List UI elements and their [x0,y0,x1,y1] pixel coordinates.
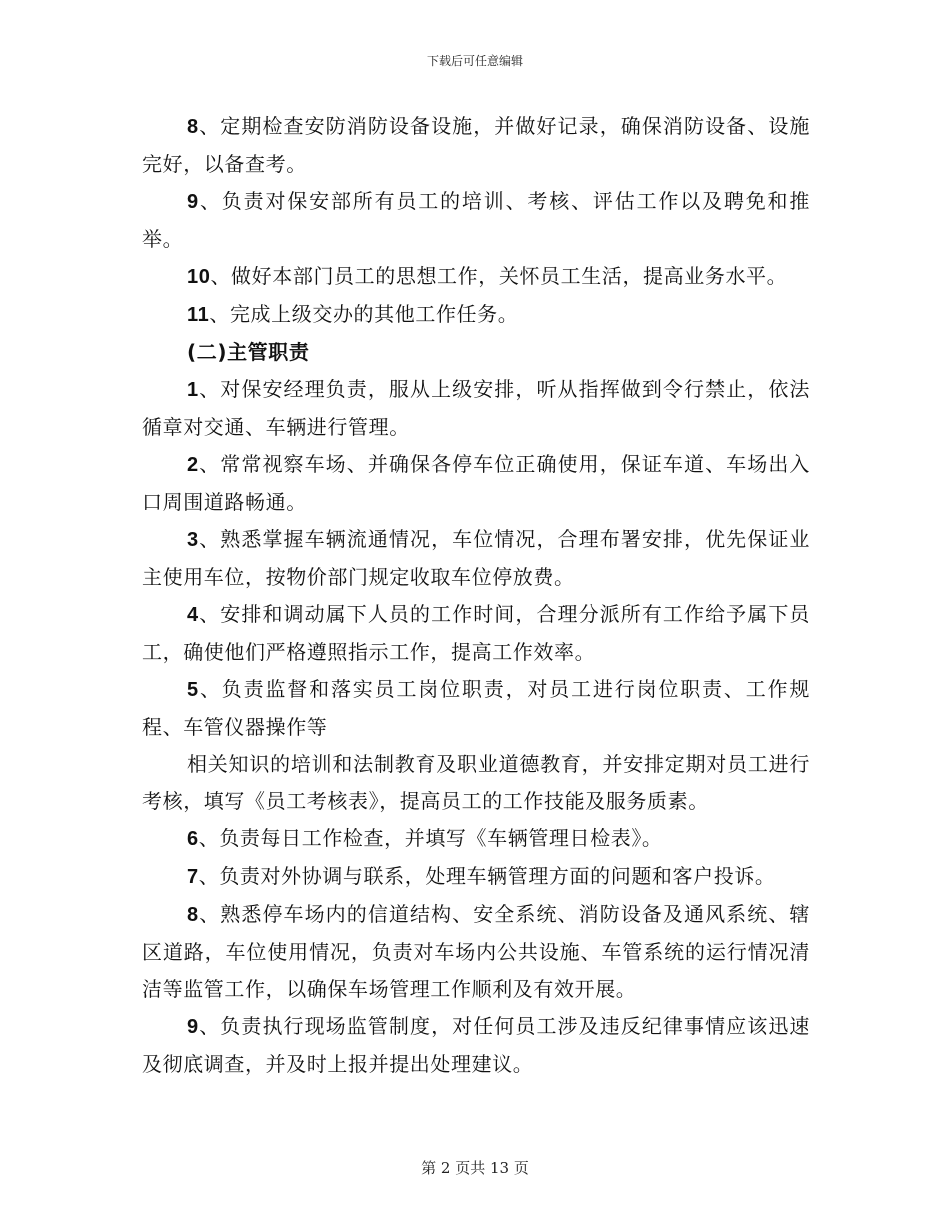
paragraph-text: 、定期检查安防消防设备设施，并做好记录，确保消防设备、设施完好，以备查考。 [142,114,810,176]
item-number: 1 [187,379,199,401]
paragraph [142,858,810,896]
paragraph-text: 、常常视察车场、并确保各停车位正确使用，保证车道、车场出入口周围道路畅通。 [142,452,810,514]
item-number: 7 [187,866,199,888]
paragraph-text: 、完成上级交办的其他工作任务。 [209,302,519,326]
paragraph [142,521,810,596]
item-number: 9 [187,1016,199,1038]
item-number: 6 [187,828,199,850]
paragraph-text: 、熟悉掌握车辆流通情况，车位情况，合理布署安排，优先保证业主使用车位，按物价部门规定收取车位停放费。 [142,527,810,589]
paragraph [142,446,810,521]
section-heading: (二)主管职责 [187,340,310,364]
item-number: 10 [187,266,211,288]
item-number: 8 [187,904,199,926]
paragraph [142,820,810,858]
paragraph-text: 、负责监督和落实员工岗位职责，对员工进行岗位职责、工作规程、车管仪器操作等 [142,677,810,739]
page-number: 第 2 页共 13 页 [421,1159,529,1177]
paragraph [142,596,810,671]
paragraph [142,183,810,258]
paragraph [142,296,810,334]
paragraph-text: 相关知识的培训和法制教育及职业道德教育，并安排定期对员工进行考核，填写《员工考核表》，提高员工的工作技能及服务质素。 [142,752,810,813]
paragraph-text: 、负责对外协调与联系，处理车辆管理方面的问题和客户投诉。 [198,864,776,888]
paragraph-text: 、负责每日工作检查，并填写《车辆管理日检表》。 [198,826,663,850]
header-note: 下载后可任意编辑 [426,54,523,68]
paragraph-text: 、对保安经理负责，服从上级安排，听从指挥做到令行禁止，依法循章对交通、车辆进行管理。 [142,377,810,439]
paragraph [142,371,810,446]
paragraph [142,746,810,820]
paragraph [142,108,810,183]
paragraph [142,1008,810,1083]
paragraph-text: 、负责执行现场监管制度，对任何员工涉及违反纪律事情应该迅速及彻底调查，并及时上报并提出处理建议。 [142,1014,810,1076]
item-number: 5 [187,679,199,701]
paragraph [142,258,810,296]
paragraph [142,896,810,1008]
paragraph-text: 、熟悉停车场内的信道结构、安全系统、消防设备及通风系统、辖区道路，车位使用情况，负责对车场内公共设施、车管系统的运行情况清洁等监管工作，以确保车场管理工作顺利及有效开展。 [142,902,810,1001]
document-body [142,108,810,1083]
item-number: 4 [187,604,199,626]
item-number: 11 [187,304,210,326]
item-number: 3 [187,529,199,551]
item-number: 9 [187,191,199,213]
item-number: 2 [187,454,199,476]
paragraph-text: 、做好本部门员工的思想工作，关怀员工生活，提高业务水平。 [210,264,788,288]
paragraph-text: 、负责对保安部所有员工的培训、考核、评估工作以及聘免和推举。 [142,189,810,251]
item-number: 8 [187,116,199,138]
paragraph [142,671,810,746]
paragraph-text: 、安排和调动属下人员的工作时间，合理分派所有工作给予属下员工，确使他们严格遵照指示工作，提高工作效率。 [142,602,810,664]
